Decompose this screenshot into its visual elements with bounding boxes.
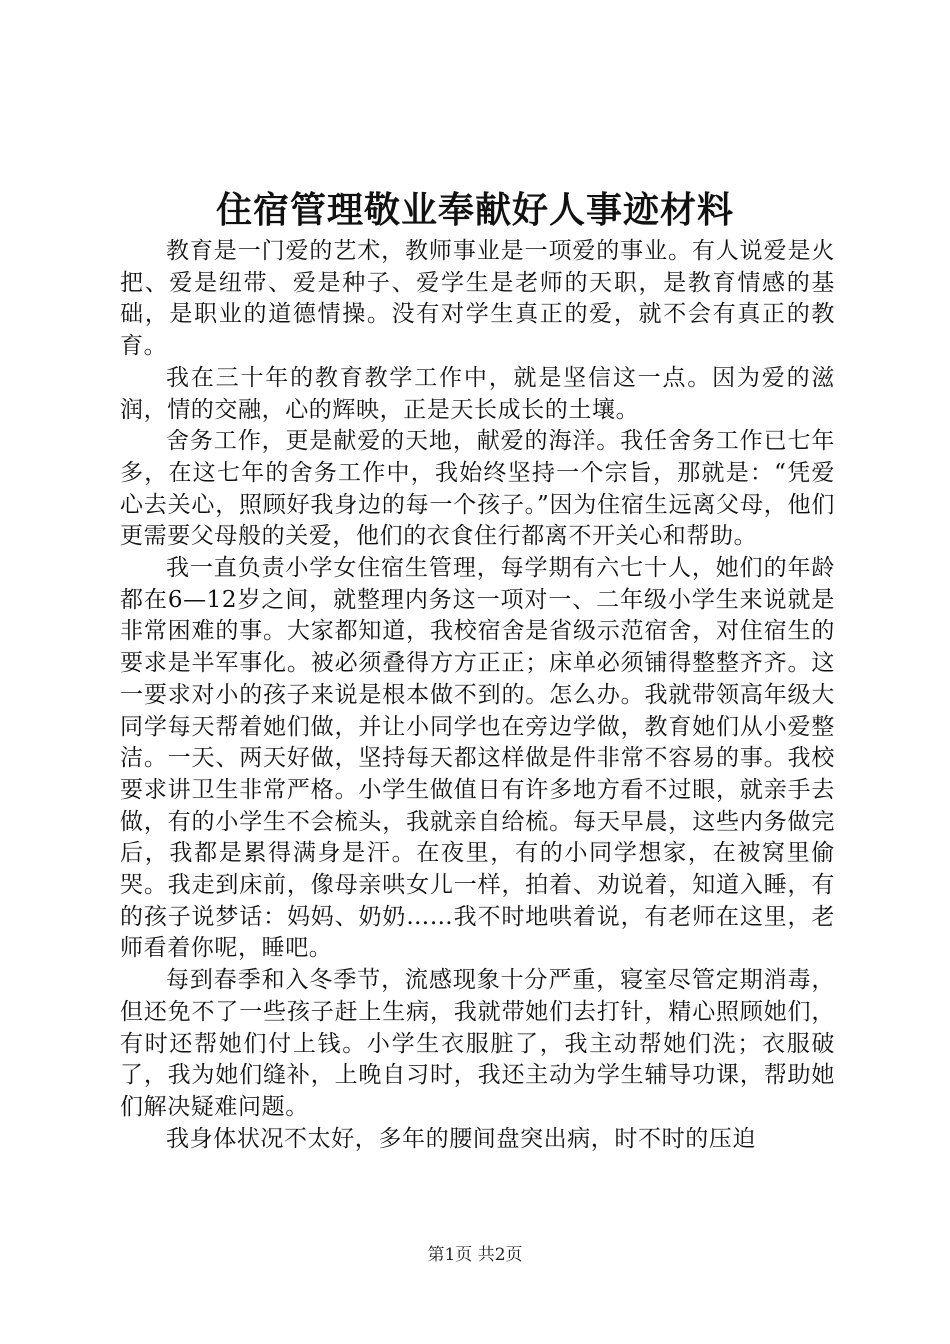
paragraph: 我在三十年的教育教学工作中，就是坚信这一点。因为爱的滋润，情的交融，心的辉映，正是天长成长的土壤。 <box>120 364 835 423</box>
document-body <box>120 236 835 1155</box>
paragraph: 舍务工作，更是献爱的天地，献爱的海洋。我任舍务工作已七年多，在这七年的舍务工作中，我始终坚持一个宗旨，那就是：“凭爱心去关心，照顾好我身边的每一个孩子。”因为住宿生远离父母，他们更需要父母般的关爱，他们的衣食住行都离不开关心和帮助。 <box>120 428 835 550</box>
paragraph: 我一直负责小学女住宿生管理，每学期有六七十人，她们的年龄都在6—12岁之间，就整理内务这一项对一、二年级小学生来说就是非常困难的事。大家都知道，我校宿舍是省级示范宿舍，对住宿生的要求是半军事化。被必须叠得方方正正；床单必须铺得整整齐齐。这一要求对小的孩子来说是根本做不到的。怎么办。我就带领高年级大同学每天帮着她们做，并让小同学也在旁边学做，教育她们从小爱整洁。一天、两天好做，坚持每天都这样做是件非常不容易的事。我校要求讲卫生非常严格。小学生做值日有许多地方看不过眼，就亲手去做，有的小学生不会梳头，我就亲自给梳。每天早晨，这些内务做完后，我都是累得满身是汗。在夜里，有的小同学想家，在被窝里偷哭。我走到床前，像母亲哄女儿一样，拍着、劝说着，知道入睡，有的孩子说梦话：妈妈、奶奶……我不时地哄着说，有老师在这里，老师看着你呢，睡吧。 <box>120 555 835 962</box>
paragraph: 教育是一门爱的艺术，教师事业是一项爱的事业。有人说爱是火把、爱是纽带、爱是种子、爱学生是老师的天职，是教育情感的基础，是职业的道德情操。没有对学生真正的爱，就不会有真正的教育。 <box>120 238 835 360</box>
paragraph: 我身体状况不太好，多年的腰间盘突出病，时不时的压迫 <box>166 1125 756 1152</box>
paragraph: 每到春季和入冬季节，流感现象十分严重，寝室尽管定期消毒，但还免不了一些孩子赶上生病，我就带她们去打针，精心照顾她们，有时还帮她们付上钱。小学生衣服脏了，我主动帮她们洗；衣服破了，我为她们缝补，上晚自习时，我还主动为学生辅导功课，帮助她们解决疑难问题。 <box>120 967 835 1120</box>
document-title: 住宿管理敬业奉献好人事迹材料 <box>215 189 734 231</box>
page-number-footer: 第1页 共2页 <box>427 1245 523 1265</box>
